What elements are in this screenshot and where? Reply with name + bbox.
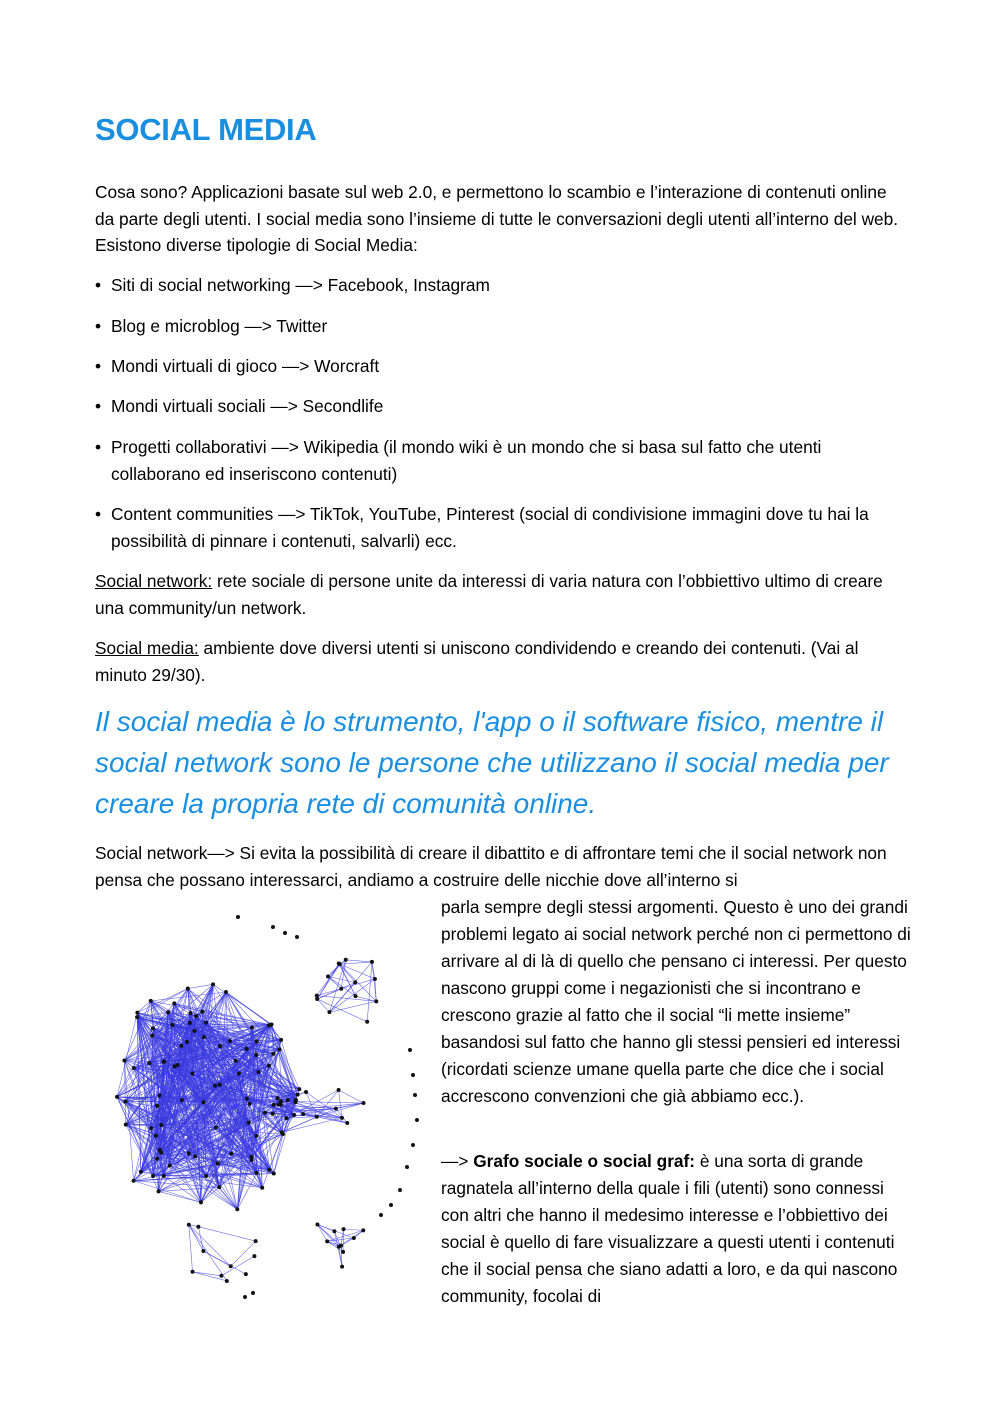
- graph-edge: [346, 960, 372, 962]
- graph-edge: [340, 964, 375, 979]
- graph-node: [199, 1200, 203, 1204]
- graph-node: [157, 1093, 161, 1097]
- graph-node: [218, 1044, 222, 1048]
- graph-node: [150, 1034, 154, 1038]
- graph-node: [179, 1044, 183, 1048]
- list-item-text: Mondi virtuali di gioco —> Worcraft: [111, 356, 380, 376]
- graph-edge: [189, 1225, 193, 1272]
- graph-node: [267, 1168, 271, 1172]
- social-graph-term: Grafo sociale o social graf:: [473, 1151, 696, 1171]
- graph-node: [166, 1010, 170, 1014]
- graph-node: [272, 1103, 276, 1107]
- graph-node: [162, 1059, 166, 1063]
- graph-edge: [367, 962, 372, 1022]
- graph-node: [155, 1157, 159, 1161]
- graph-node: [411, 1073, 415, 1077]
- graph-node: [159, 1123, 163, 1127]
- definition-text: ambiente dove diversi utenti si uniscono condividendo e creando dei contenuti. (Vai al minuto 29/30).: [95, 638, 859, 685]
- graph-node: [185, 1040, 189, 1044]
- graph-node: [189, 1011, 193, 1015]
- bullet-icon: •: [95, 316, 102, 336]
- social-network-definition: [95, 568, 910, 621]
- graph-node: [180, 1098, 184, 1102]
- graph-edge: [317, 996, 377, 1002]
- graph-node: [135, 1011, 139, 1015]
- graph-node: [352, 1236, 356, 1240]
- graph-node: [353, 980, 357, 984]
- graph-node: [354, 994, 358, 998]
- graph-node: [132, 1066, 136, 1070]
- graph-node: [204, 1021, 208, 1025]
- graph-node: [248, 1102, 252, 1106]
- graph-node: [271, 1052, 275, 1056]
- graph-node: [202, 1100, 206, 1104]
- graph-node: [245, 1047, 249, 1051]
- graph-node: [340, 1116, 344, 1120]
- graph-edge: [198, 1227, 203, 1251]
- graph-node: [280, 1130, 284, 1134]
- graph-node: [315, 997, 319, 1001]
- graph-edge: [193, 1272, 222, 1276]
- graph-node: [267, 1023, 271, 1027]
- graph-node: [338, 962, 342, 966]
- graph-node: [168, 1164, 172, 1168]
- graph-edge: [317, 999, 367, 1022]
- graph-node: [193, 1154, 197, 1158]
- graph-node: [191, 1072, 195, 1076]
- graph-node: [243, 1295, 247, 1299]
- graph-node: [398, 1188, 402, 1192]
- graph-edge: [317, 999, 329, 1012]
- graph-node: [186, 987, 190, 991]
- graph-node: [361, 1101, 365, 1105]
- graph-node: [263, 1111, 267, 1115]
- graph-node: [315, 1115, 319, 1119]
- list-item: [95, 501, 910, 554]
- graph-node: [254, 1239, 258, 1243]
- graph-node: [115, 1095, 119, 1099]
- graph-node: [339, 1244, 343, 1248]
- list-item-text: Content communities —> TikTok, YouTube, Pinterest (social di condivisione immagini dove tu hai la possibilità di pinnare i contenuti, salvarli) ecc.: [111, 504, 869, 551]
- graph-node: [279, 1099, 283, 1103]
- definition-term: Social media:: [95, 638, 199, 658]
- graph-node: [292, 1113, 296, 1117]
- graph-edge: [159, 1187, 220, 1191]
- graph-node: [315, 1222, 319, 1226]
- graph-node: [279, 1038, 283, 1042]
- graph-node: [217, 1185, 221, 1189]
- graph-node: [271, 1112, 275, 1116]
- graph-edge: [203, 1251, 245, 1274]
- definition-term: Social network:: [95, 571, 213, 591]
- list-item: [95, 434, 910, 487]
- graph-node: [214, 1126, 218, 1130]
- graph-node: [151, 1026, 155, 1030]
- graph-edge: [164, 1176, 201, 1202]
- graph-node: [337, 1088, 341, 1092]
- graph-node: [147, 1061, 151, 1065]
- graph-node: [216, 1162, 220, 1166]
- graph-node: [172, 1001, 176, 1005]
- definition-text: rete sociale di persone unite da interessi di varia natura con l’obbiettivo ultimo di creare una community/un network.: [95, 571, 883, 618]
- social-graph-text: è una sorta di grande ragnatela all’interno della quale i fili (utenti) sono connessi con altri che hanno il medesimo interesse e l’obbiettivo dei social è quello di fare visualizzare a questi utenti i contenuti che il social pensa che siano adatti a loro, e da qui nascono community, focolai di: [441, 1151, 898, 1306]
- bullet-icon: •: [95, 437, 102, 457]
- graph-node: [200, 1010, 204, 1014]
- graph-node: [244, 1272, 248, 1276]
- graph-node: [370, 960, 374, 964]
- graph-node: [301, 1112, 305, 1116]
- graph-node: [373, 977, 377, 981]
- graph-edge: [189, 1225, 204, 1251]
- graph-node: [341, 1250, 345, 1254]
- graph-node: [413, 1093, 417, 1097]
- graph-node: [405, 1165, 409, 1169]
- graph-node: [277, 1047, 281, 1051]
- graph-edge: [219, 1187, 237, 1209]
- arrow-text: —>: [441, 1151, 474, 1171]
- graph-node: [211, 982, 215, 986]
- network-paragraph: Social network—> Si evita la possibilità di creare il dibattito e di affrontare temi che il social network non pensa che possano interessarci, andiamo a costruire delle nicchie dove all’interno si: [95, 843, 887, 890]
- graph-node: [124, 1123, 128, 1127]
- graph-node: [224, 990, 228, 994]
- intro-paragraph: Cosa sono? Applicazioni basate sul web 2.0, e permettono lo scambio e l’interazione di contenuti online da parte degli utenti. I social media sono l’insieme di tutte le conversazioni degli utenti all’interno del web. Esistono diverse tipologie di Social Media:: [95, 182, 899, 255]
- graph-node: [374, 999, 378, 1003]
- graph-node: [122, 1059, 126, 1063]
- graph-node: [201, 1249, 205, 1253]
- graph-node: [304, 1090, 308, 1094]
- list-item: [95, 313, 910, 340]
- graph-node: [229, 1152, 233, 1156]
- graph-node: [157, 1189, 161, 1193]
- graph-node: [255, 1040, 259, 1044]
- graph-node: [213, 1084, 217, 1088]
- list-item-text: Mondi virtuali sociali —> Secondlife: [111, 396, 384, 416]
- bullet-icon: •: [95, 275, 102, 295]
- bullet-icon: •: [95, 504, 102, 524]
- graph-node: [202, 1035, 206, 1039]
- graph-node: [249, 1155, 253, 1159]
- graph-node: [159, 1151, 163, 1155]
- graph-edge: [340, 964, 376, 1001]
- graph-node: [149, 999, 153, 1003]
- list-item-text: Progetti collaborativi —> Wikipedia (il mondo wiki è un mondo che si basa sul fatto che utenti collaborano ed inseriscono contenuti): [111, 437, 822, 484]
- graph-node: [254, 1134, 258, 1138]
- graph-node: [415, 1118, 419, 1122]
- graph-node: [187, 1223, 191, 1227]
- graph-node: [275, 1096, 279, 1100]
- graph-node: [149, 1126, 153, 1130]
- graph-edge: [317, 1224, 334, 1231]
- graph-node: [389, 1203, 393, 1207]
- graph-node: [325, 1239, 329, 1243]
- graph-node: [237, 1072, 241, 1076]
- graph-node: [344, 958, 348, 962]
- graph-node: [411, 1143, 415, 1147]
- graph-node: [276, 1103, 280, 1107]
- graph-node: [254, 1053, 258, 1057]
- graph-node: [218, 1083, 222, 1087]
- graph-node: [204, 1174, 208, 1178]
- graph-node: [342, 1227, 346, 1231]
- graph-node: [225, 1279, 229, 1283]
- graph-node: [272, 1171, 276, 1175]
- graph-node: [234, 1059, 238, 1063]
- graph-node: [327, 1010, 331, 1014]
- graph-node: [334, 1107, 338, 1111]
- list-item-text: Blog e microblog —> Twitter: [111, 316, 328, 336]
- graph-node: [187, 1151, 191, 1155]
- graph-node: [315, 994, 319, 998]
- social-media-definition: [95, 635, 910, 688]
- graph-node: [228, 1039, 232, 1043]
- graph-node: [247, 1121, 251, 1125]
- graph-node: [139, 1170, 143, 1174]
- graph-edge: [134, 1181, 201, 1203]
- highlight-quote: Il social media è lo strumento, l'app o il software fisico, mentre il social network sono le persone che utilizzano il social media per creare la propria rete di comunità online.: [95, 706, 889, 819]
- list-item: [95, 272, 910, 299]
- graph-edge: [339, 1090, 364, 1103]
- graph-node: [294, 1100, 298, 1104]
- graph-node: [229, 1264, 233, 1268]
- graph-node: [361, 1228, 365, 1232]
- graph-edge: [189, 1225, 231, 1267]
- graph-node: [155, 1104, 159, 1108]
- list-item-text: Siti di social networking —> Facebook, Instagram: [111, 275, 490, 295]
- graph-node: [251, 1291, 255, 1295]
- graph-node: [286, 1098, 290, 1102]
- graph-node: [254, 1171, 258, 1175]
- graph-node: [135, 1015, 139, 1019]
- graph-node: [245, 1097, 249, 1101]
- graph-node: [297, 1087, 301, 1091]
- graph-node: [283, 931, 287, 935]
- graph-node: [235, 1207, 239, 1211]
- graph-node: [365, 1020, 369, 1024]
- graph-node: [219, 1274, 223, 1278]
- graph-node: [339, 987, 343, 991]
- graph-node: [295, 935, 299, 939]
- graph-node: [332, 1229, 336, 1233]
- list-item: [95, 353, 910, 380]
- graph-node: [257, 1070, 261, 1074]
- social-graph-paragraph: [441, 1148, 911, 1310]
- graph-node: [379, 1213, 383, 1217]
- bullet-icon: •: [95, 356, 102, 376]
- graph-node: [154, 1134, 158, 1138]
- page-title: SOCIAL MEDIA: [95, 112, 317, 147]
- graph-node: [196, 1225, 200, 1229]
- graph-edge: [198, 1227, 255, 1241]
- graph-node: [326, 974, 330, 978]
- graph-node: [284, 1116, 288, 1120]
- graph-node: [260, 1186, 264, 1190]
- network-paragraph-continued: parla sempre degli stessi argomenti. Questo è uno dei grandi problemi legato ai social network perché non ci permettono di arrivare al di là di quello che pensano ci interessi. Per questo nascono gruppi come i negazionisti che si incontrano e crescono grazie al fatto che il social “li mette insieme” basandosi sul fatto che hanno gli stessi pensieri ed interessi (ricordati scienze umane quella parte che dice che i social accrescono convenzioni che già abbiamo ecc.).: [441, 897, 911, 1106]
- graph-node: [271, 925, 275, 929]
- graph-edge: [344, 1229, 364, 1230]
- graph-node: [170, 1023, 174, 1027]
- graph-node: [252, 1254, 256, 1258]
- graph-node: [175, 1063, 179, 1067]
- graph-node: [236, 915, 240, 919]
- graph-node: [296, 1093, 300, 1097]
- list-item: [95, 393, 910, 420]
- graph-node: [267, 1064, 271, 1068]
- graph-node: [250, 1025, 254, 1029]
- graph-node: [408, 1048, 412, 1052]
- graph-node: [193, 1029, 197, 1033]
- graph-node: [162, 1174, 166, 1178]
- graph-node: [194, 1014, 198, 1018]
- graph-node: [132, 1179, 136, 1183]
- bullet-icon: •: [95, 396, 102, 416]
- social-graph-illustration: [95, 905, 425, 1305]
- graph-node: [151, 1174, 155, 1178]
- graph-node: [191, 1270, 195, 1274]
- graph-edges: [117, 960, 376, 1281]
- graph-node: [123, 1099, 127, 1103]
- graph-node: [345, 1121, 349, 1125]
- graph-node: [340, 1265, 344, 1269]
- graph-node: [188, 1021, 192, 1025]
